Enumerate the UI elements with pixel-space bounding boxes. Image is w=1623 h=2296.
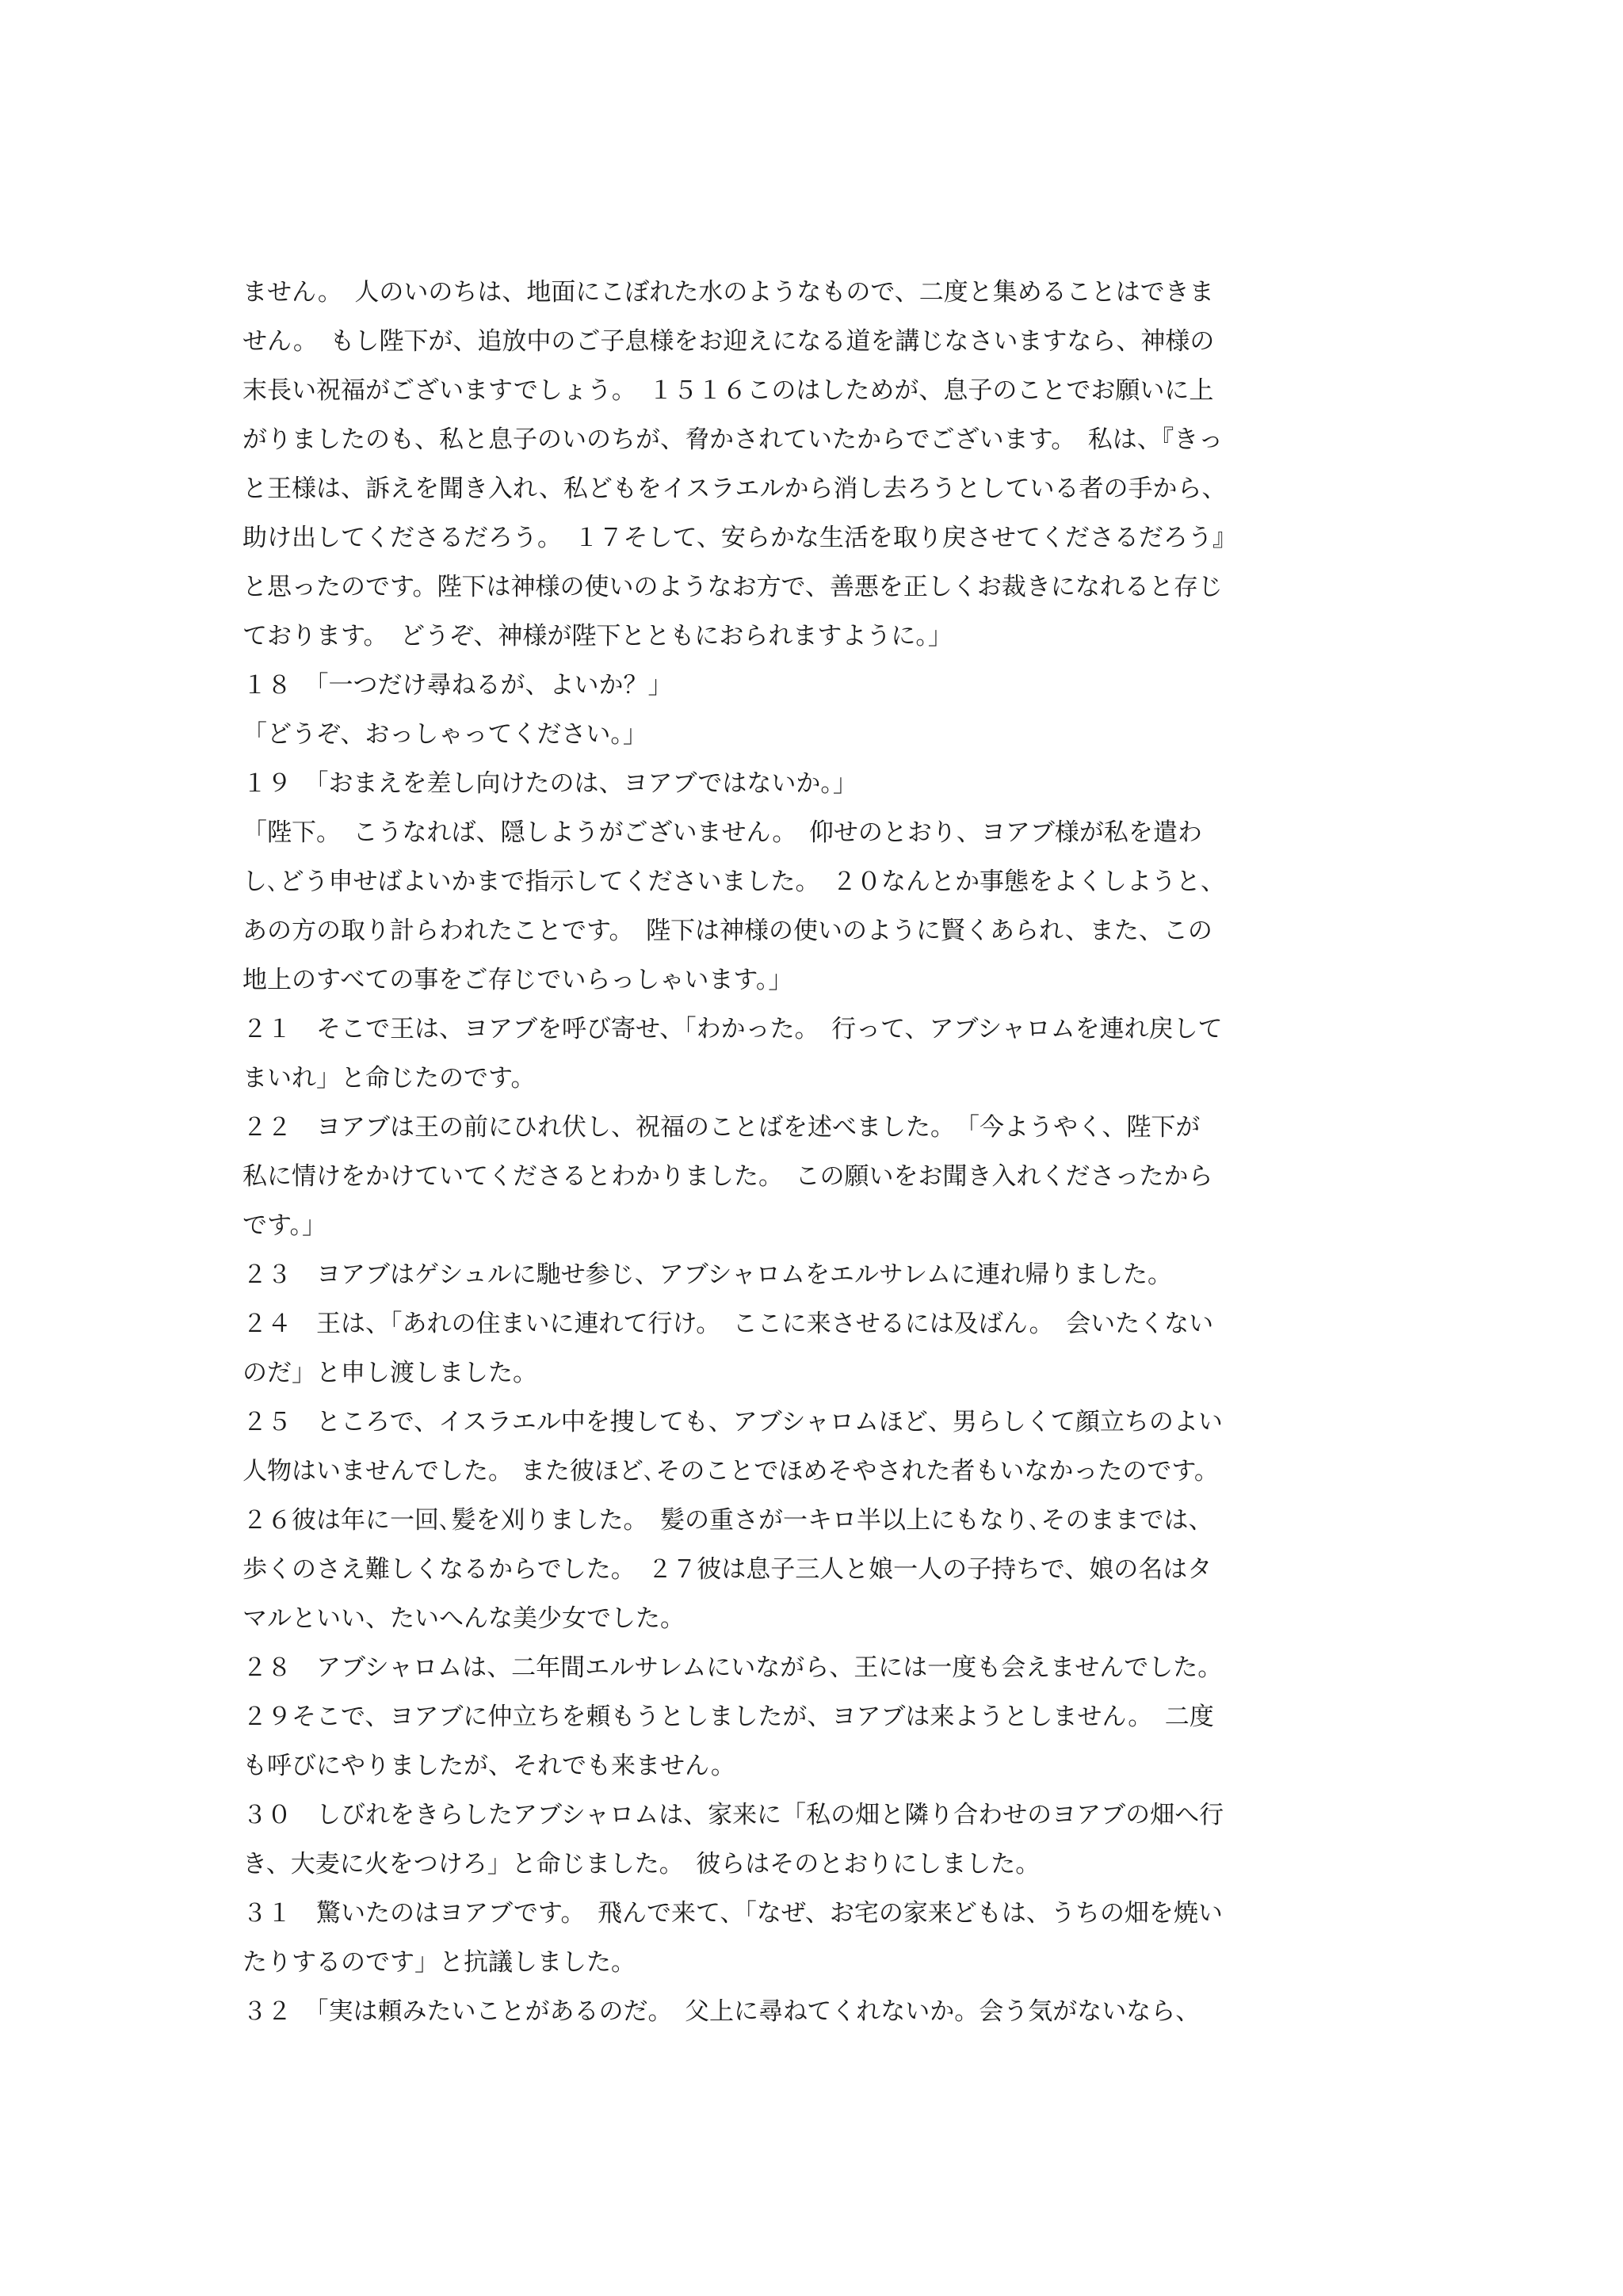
text-line: ２２ ヨアブは王の前にひれ伏し、祝福のことばを述べました。 「今ようやく、陛下が — [242, 1113, 1201, 1142]
text-line: 末長い祝福がございますでしょう。 １５１６このはしためが、息子のことでお願いに上 — [242, 376, 1214, 405]
text-line: と王様は、訴えを聞き入れ、私どもをイスラエルから消し去ろうとしている者の手から、 — [242, 475, 1227, 503]
text-line: 人物はいませんでした。 また彼ほど､そのことでほめそやされた者もいなかったのです。 — [242, 1457, 1219, 1486]
text-line: １８ 「一つだけ尋ねるが、よいか？」 — [242, 671, 673, 700]
text-line: ２９そこで、ヨアブに仲立ちを頼もうとしましたが、ヨアブは来ようとしません。 二度 — [242, 1703, 1214, 1731]
text-line: ません。 人のいのちは、地面にこぼれた水のようなもので、二度と集めることはできま — [242, 278, 1214, 307]
text-line: ３２ 「実は頼みたいことがあるのだ。 父上に尋ねてくれないか。会う気がないなら、 — [242, 1997, 1201, 2026]
text-line: と思ったのです。陛下は神様の使いのようなお方で、善悪を正しくお裁きになれると存じ — [242, 573, 1223, 601]
text-line: がりましたのも、私と息子のいのちが、脅かされていたからでございます。 私は、『きっ — [242, 425, 1224, 454]
text-line: ２５ ところで、イスラエル中を捜しても、アブシャロムほど、男らしくて顔立ちのよい — [242, 1408, 1223, 1436]
text-line: たりするのです」と抗議しました。 — [242, 1948, 636, 1977]
text-line: 「どうぞ、おっしゃってください。」 — [242, 720, 647, 749]
text-line: あの方の取り計らわれたことです。 陛下は神様の使いのように賢くあられ、また、この — [242, 917, 1212, 945]
text-line: まいれ」と命じたのです。 — [242, 1064, 536, 1093]
text-line: ３１ 驚いたのはヨアブです。 飛んで来て、「なぜ、お宅の家来どもは、うちの畑を焼い — [242, 1899, 1223, 1928]
text-line: ２３ ヨアブはゲシュルに馳せ参じ、アブシャロムをエルサレムに連れ帰りました。 — [242, 1261, 1173, 1289]
text-line: です。」 — [242, 1211, 327, 1240]
text-line: ３０ しびれをきらしたアブシャロムは、家来に「私の畑と隣り合わせのヨアブの畑へ行 — [242, 1801, 1224, 1829]
text-line: ２８ アブシャロムは、二年間エルサレムにいながら、王には一度も会えませんでした。 — [242, 1653, 1223, 1682]
body-text — [242, 268, 1396, 2036]
text-line: ております。 どうぞ、神様が陛下とともにおられますように。」 — [242, 622, 953, 650]
text-line: き、大麦に火をつけろ」と命じました。 彼らはそのとおりにしました。 — [242, 1850, 1041, 1878]
text-line: 歩くのさえ難しくなるからでした。 ２７彼は息子三人と娘一人の子持ちで、娘の名はタ — [242, 1555, 1212, 1584]
text-line: １９ 「おまえを差し向けたのは、ヨアブではないか。」 — [242, 769, 857, 798]
text-line: のだ」と申し渡しました。 — [242, 1359, 537, 1387]
text-line: し､どう申せばよいかまで指示してくださいました。 ２０なんとか事態をよくしようと、 — [242, 868, 1225, 896]
text-line: マルといい、たいへんな美少女でした。 — [242, 1604, 685, 1633]
text-line: ２６彼は年に一回､髪を刈りました。 髪の重さが一キロ半以上にもなり､そのままでは、 — [242, 1506, 1213, 1535]
text-line: せん。 もし陛下が、追放中のご子息様をお迎えになる道を講じなさいますなら、神様の — [242, 327, 1215, 356]
text-line: 地上のすべての事をご存じでいらっしゃいます。」 — [242, 966, 793, 994]
text-line: ２４ 王は、「あれの住まいに連れて行け。 ここに来させるには及ばん。 会いたくない — [242, 1310, 1214, 1338]
text-line: も呼びにやりましたが、それでも来ません。 — [242, 1752, 735, 1780]
text-line: 私に情けをかけていてくださるとわかりました。 この願いをお聞き入れくださったから — [242, 1162, 1213, 1191]
text-line: 助け出してくださるだろう。 １７そして、安らかな生活を取り戻させてくださるだろう』 — [242, 524, 1237, 552]
text-line: 「陛下。 こうなれば、隠しようがございません。 仰せのとおり、ヨアブ様が私を遣わ — [242, 818, 1202, 847]
text-line: ２１ そこで王は、ヨアブを呼び寄せ、「わかった。 行って、アブシャロムを連れ戻して — [242, 1015, 1223, 1043]
